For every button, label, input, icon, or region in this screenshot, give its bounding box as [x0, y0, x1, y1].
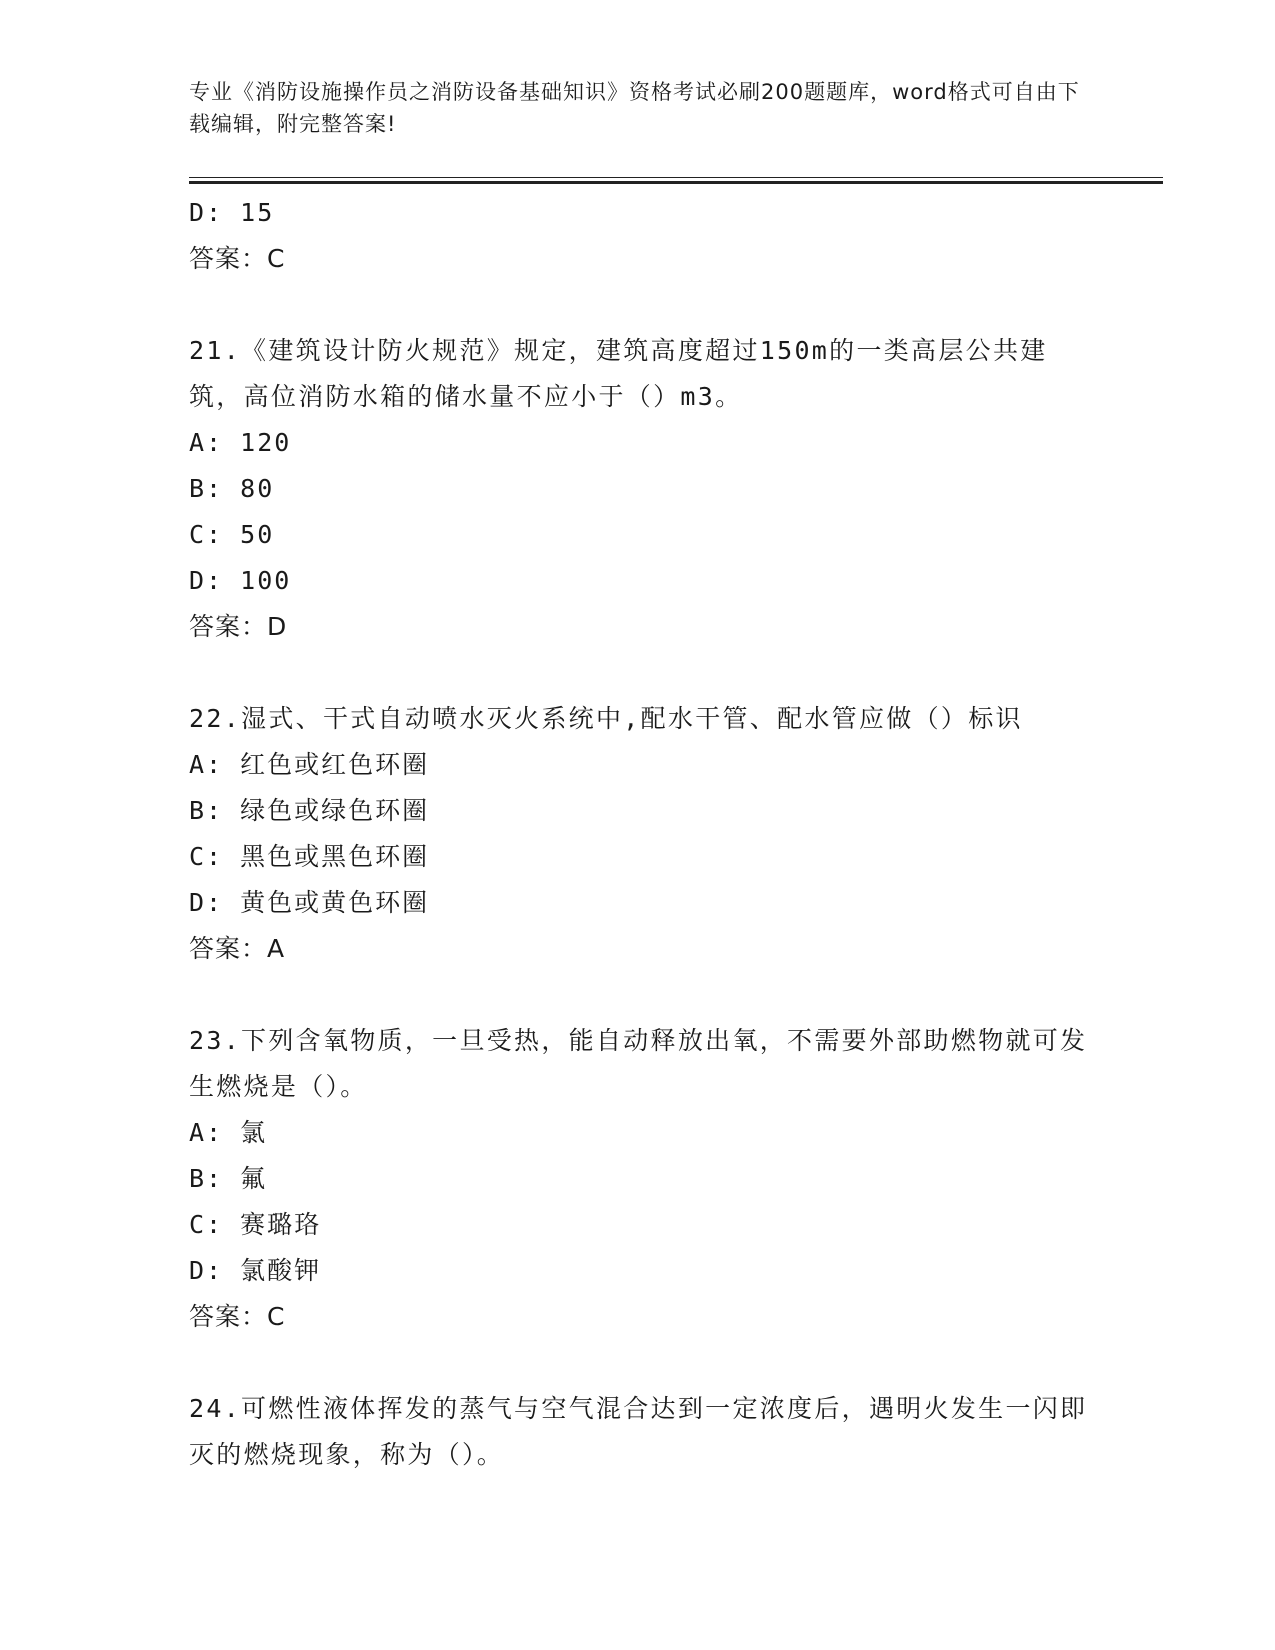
option-b: B: 80 [189, 474, 275, 503]
option-b: B: 绿色或绿色环圈 [189, 796, 430, 825]
option-a: A: 120 [189, 428, 292, 457]
option-b: B: 氟 [189, 1164, 268, 1193]
answer-line: 答案：C [189, 1302, 286, 1331]
header-divider-thin [189, 177, 1163, 178]
question-23 [189, 1018, 1089, 1340]
option-d: D: 15 [189, 198, 275, 227]
answer-line: 答案：D [189, 612, 288, 641]
option-d: D: 100 [189, 566, 292, 595]
option-d: D: 氯酸钾 [189, 1256, 322, 1285]
option-a: A: 氯 [189, 1118, 268, 1147]
question-text: 24.可燃性液体挥发的蒸气与空气混合达到一定浓度后，遇明火发生一闪即灭的燃烧现象，称为（）。 [189, 1394, 1088, 1469]
option-a: A: 红色或红色环圈 [189, 750, 430, 779]
question-list [189, 190, 1089, 1478]
answer-line: 答案：A [189, 934, 286, 963]
question-text: 21.《建筑设计防火规范》规定，建筑高度超过150m的一类高层公共建筑，高位消防水箱的储水量不应小于（）m3。 [189, 336, 1048, 411]
question-24 [189, 1386, 1089, 1478]
option-c: C: 黑色或黑色环圈 [189, 842, 430, 871]
option-c: C: 赛璐珞 [189, 1210, 322, 1239]
option-c: C: 50 [189, 520, 275, 549]
option-d: D: 黄色或黄色环圈 [189, 888, 430, 917]
answer-line: 答案：C [189, 244, 286, 273]
previous-question-tail [189, 190, 1089, 282]
question-text: 23.下列含氧物质，一旦受热，能自动释放出氧，不需要外部助燃物就可发生燃烧是（）。 [189, 1026, 1088, 1101]
question-text: 22.湿式、干式自动喷水灭火系统中,配水干管、配水管应做（）标识 [189, 704, 1023, 733]
document-header: 专业《消防设施操作员之消防设备基础知识》资格考试必刷200题题库，word格式可自由下载编辑，附完整答案! [189, 80, 1080, 136]
question-22 [189, 696, 1089, 972]
question-21 [189, 328, 1089, 650]
header-divider-thick [189, 181, 1163, 184]
